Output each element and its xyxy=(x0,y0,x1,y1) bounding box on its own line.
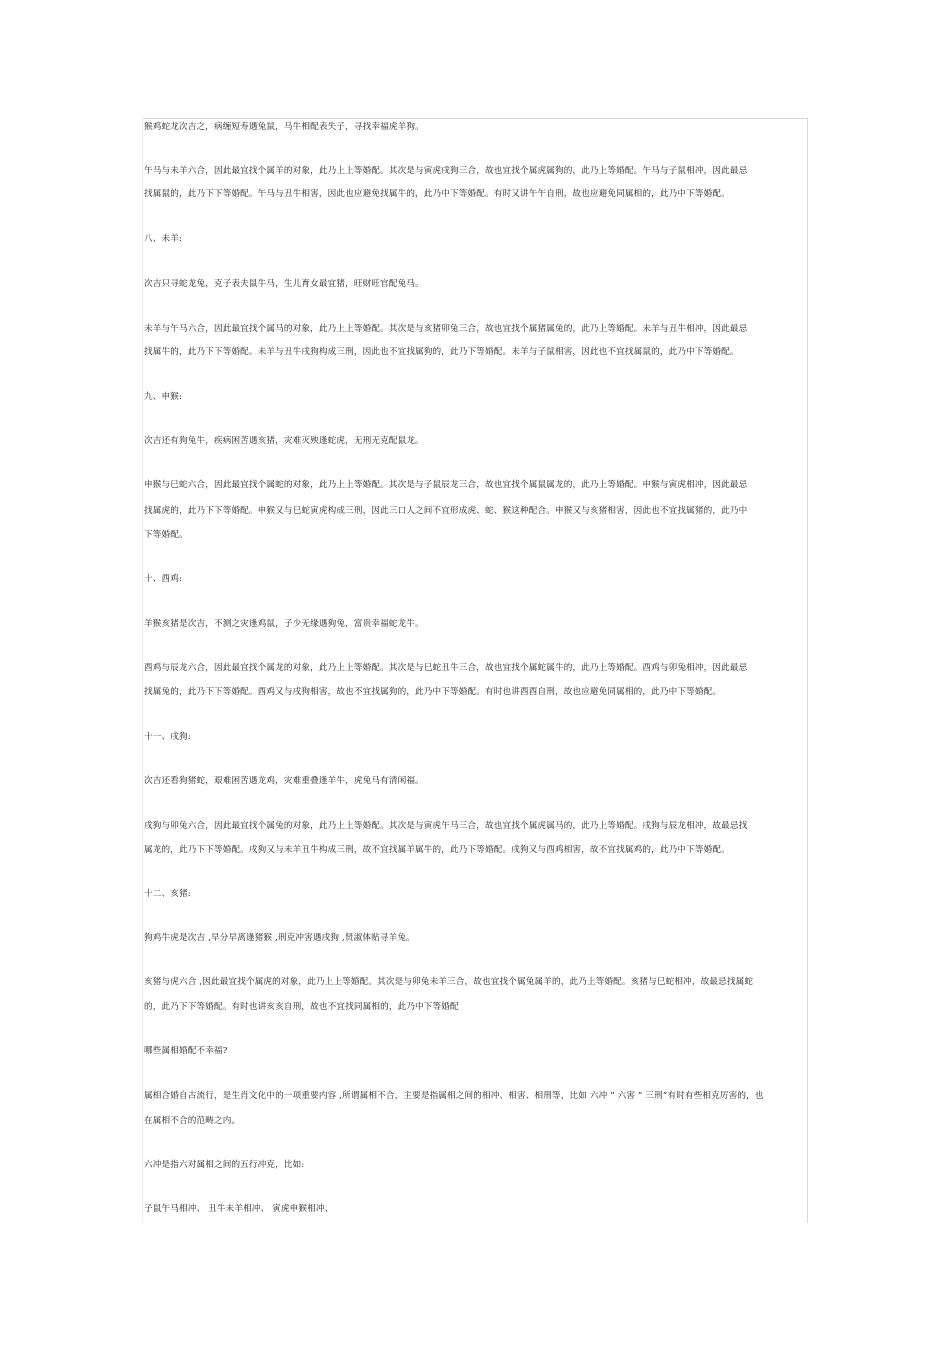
section-heading: 哪些属相婚配不幸福? xyxy=(144,1046,228,1056)
paragraph-line: 六冲是指六对属相之间的五行冲克，比如: xyxy=(144,1160,305,1170)
paragraph-line: 羊猴亥猪是次吉，不测之灾逢鸡鼠，子少无缘遇狗兔，富贵幸福蛇龙牛。 xyxy=(144,619,424,629)
section-heading: 九、申猴: xyxy=(144,392,183,402)
paragraph-line: 子鼠午马相冲、 丑牛未羊相冲、 寅虎申猴相冲、 xyxy=(144,1204,334,1214)
paragraph-line: 猴鸡蛇龙次吉之，病缠短寿遇兔鼠，马牛相配表失子，寻找幸福虎羊狗。 xyxy=(144,122,424,132)
page-border-left xyxy=(142,118,143,1223)
paragraph-line: 戌狗与卯兔六合，因此最宜找个属兔的对象，此乃上上等婚配。其次是与寅虎午马三合，故也宜找个属虎属马的，此乃上等婚配。戌狗与辰龙相冲，故最忌找 xyxy=(144,821,748,831)
section-heading: 十、酉鸡: xyxy=(144,574,183,584)
paragraph-line: 找属牛的，此乃下下等婚配。未羊与丑牛戌狗构成三刑，因此也不宜找属狗的，此乃下等婚配。未羊与子鼠相害，因此也不宜找属鼠的，此乃中下等婚配。 xyxy=(144,347,739,357)
paragraph-line: 在属相不合的范畴之内。 xyxy=(144,1116,241,1126)
paragraph-line: 次吉只寻蛇龙兔，克子表夫鼠牛马，生儿育女最宜猪，旺财旺官配兔马。 xyxy=(144,279,424,289)
section-heading: 十二、亥猪: xyxy=(144,889,191,899)
paragraph-line: 次吉还看狗猪蛇，艰难困苦遇龙鸡，灾难重叠逢羊牛，虎兔马有清闲福。 xyxy=(144,776,424,786)
page-border-top xyxy=(142,118,807,119)
section-heading: 八、未羊: xyxy=(144,234,183,244)
paragraph-line: 找属兔的，此乃下下等婚配。酉鸡又与戌狗相害，故也不宜找属狗的，此乃中下等婚配。有时也讲酉酉自刑，故也应避免同属相的，此乃中下等婚配。 xyxy=(144,687,722,697)
paragraph-line: 次吉还有狗兔牛，疾病困苦遇亥猪，灾难灭殃逢蛇虎，无刑无克配鼠龙。 xyxy=(144,436,424,446)
paragraph-line: 申猴与巳蛇六合，因此最宜找个属蛇的对象，此乃上上等婚配。其次是与子鼠辰龙三合，故也宜找个属鼠属龙的，此乃上等婚配。申猴与寅虎相冲，因此最忌 xyxy=(144,480,748,490)
paragraph-line: 找属鼠的，此乃下下等婚配。午马与丑牛相害，因此也应避免找属牛的，此乃中下等婚配。有时又讲午午自刑，故也应避免同属相的，此乃中下等婚配。 xyxy=(144,189,730,199)
paragraph-line: 狗鸡牛虎是次吉 ,早分早离逢猪猴 ,刑克冲害遇戌狗 ,贤淑体贴寻羊兔。 xyxy=(144,933,415,943)
paragraph-line: 的，此乃下下等婚配。有时也讲亥亥自刑，故也不宜找同属相的，此乃中下等婚配 xyxy=(144,1002,459,1012)
page-border-right xyxy=(807,118,808,1223)
paragraph-line: 酉鸡与辰龙六合，因此最宜找个属龙的对象，此乃上上等婚配。其次是与巳蛇丑牛三合，故也宜找个属蛇属牛的，此乃上等婚配。酉鸡与卯兔相冲，因此最忌 xyxy=(144,663,748,673)
paragraph-line: 下等婚配。 xyxy=(144,530,188,540)
paragraph-line: 属相合婚自古流行，是生肖文化中的一项重要内容 ,所谓属相不合，主要是指属相之间的相冲、相害、相刑等，比如 六冲 ” 六害 ” 三刑”有时有些相克厉害的，也 xyxy=(144,1091,764,1101)
paragraph-line: 属龙的，此乃下下等婚配。戌狗又与未羊丑牛构成三刑，故不宜找属羊属牛的，此乃下等婚配。戌狗又与酉鸡相害，故不宜找属鸡的，此乃中下等婚配。 xyxy=(144,845,730,855)
paragraph-line: 午马与未羊六合，因此最宜找个属羊的对象，此乃上上等婚配。其次是与寅虎戌狗三合，故也宜找个属虎属狗的，此乃上等婚配。午马与子鼠相冲，因此最忌 xyxy=(144,166,748,176)
section-heading: 十一、戌狗: xyxy=(144,732,191,742)
paragraph-line: 亥猪与虎六合 ,因此最宜找个属虎的对象，此乃上上等婚配。其次是与卯兔未羊三合，故也宜找个属兔属羊的，此乃上等婚配。亥猪与巳蛇相冲，故最忌找属蛇 xyxy=(144,977,754,987)
paragraph-line: 未羊与午马六合，因此最宜找个属马的对象，此乃上上等婚配。其次是与亥猪卯兔三合，故也宜找个属猪属兔的，此乃上等婚配。未羊与丑牛相冲，因此最忌 xyxy=(144,324,748,334)
paragraph-line: 找属虎的，此乃下下等婚配。申猴又与巳蛇寅虎构成三刑，因此三口人之间不宜形成虎、蛇、猴这种配合。申猴又与亥猪相害，因此也不宜找属猪的，此乃中 xyxy=(144,506,748,516)
